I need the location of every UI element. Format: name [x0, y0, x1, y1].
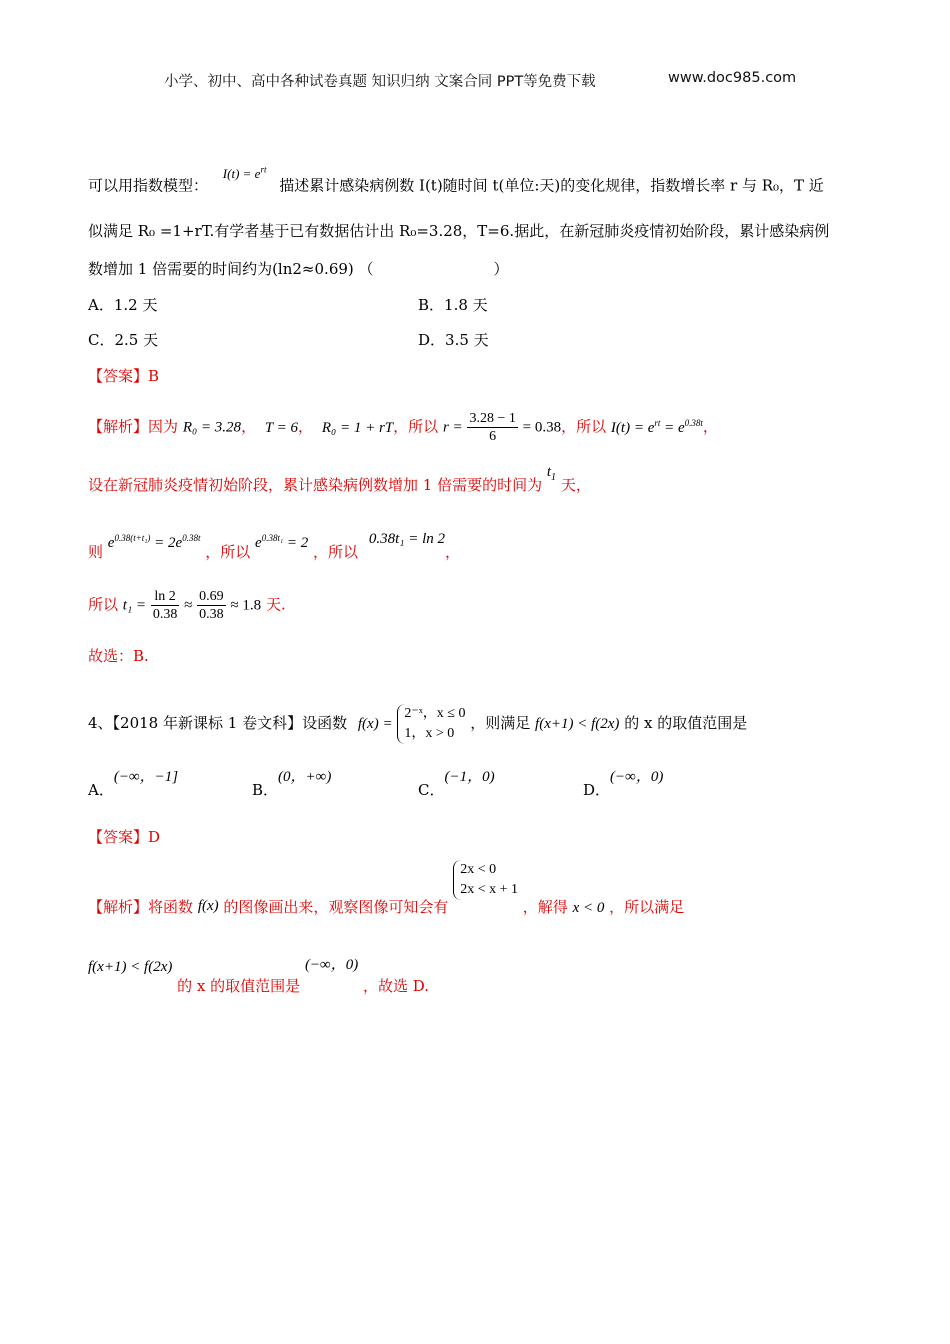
header-text: 小学、初中、高中各种试卷真题 知识归纳 文案合同 PPT等免费下载	[164, 74, 596, 90]
q3-analysis-line4: 所以 t₁ = $\frac{\ln 2}{0.38}$ ≈ $\frac{0.69}{0.38}$ ≈ 1.8 天.	[88, 589, 286, 622]
q3-answer: 【答案】B	[88, 367, 160, 385]
q4-analysis-line1: 【解析】将函数 f(x) 的图像画出来，观察图像可知会有 2x < 0 2x < x + 1 ，解得 x < 0 ，所以满足	[88, 862, 685, 916]
q3-conclusion: 故选：B.	[88, 647, 149, 665]
q4-option-d: D．(−∞，0)	[583, 769, 664, 799]
q3-line2: 似满足 R₀ =1+rT.有学者基于已有数据估计出 R₀=3.28，T=6.据此，在新冠肺炎疫情初始阶段，累计感染病例	[88, 222, 830, 240]
q3-analysis-line2: 设在新冠肺炎疫情初始阶段，累计感染病例数增加 1 倍需要的时间为 $t_1$ 天，	[88, 464, 591, 494]
q3-option-d: D．3.5 天	[418, 331, 489, 349]
q4-analysis-line2: f(x+1) < f(2x) 的 x 的取值范围是 (−∞，0) ，故选 D.	[88, 957, 430, 995]
piecewise-function: 2⁻ˣ，x ≤ 0 1，x > 0	[397, 704, 465, 744]
q3-analysis-line1: 【解析】因为 R₀ = 3.28， T = 6， R₀ = 1 + rT，所以 r = $\frac{3.28 - 1}{6}$ = 0.38，所以 $I(t) = e^{rt} = e^{0.38t}$，	[88, 411, 718, 444]
q4-stem: 4、【2018 年新课标 1 卷文科】设函数 f(x) = 2⁻ˣ，x ≤ 0 1，x > 0 ，则满足 f(x+1) < f(2x) 的 x 的取值范围是	[88, 704, 747, 744]
header-url[interactable]: www.doc985.com	[668, 70, 797, 86]
q3-line3: 数增加 1 倍需要的时间约为(ln2≈0.69) （ ）	[88, 260, 509, 278]
q4-option-c: C．(−1，0)	[418, 769, 495, 799]
q3-option-a: A．1.2 天	[88, 296, 158, 314]
q4-option-b: B．(0，+∞)	[252, 769, 332, 799]
system-of-inequalities: 2x < 0 2x < x + 1	[453, 860, 518, 900]
q4-answer: 【答案】D	[88, 828, 161, 846]
q3-option-b: B．1.8 天	[418, 296, 488, 314]
q3-line1: 可以用指数模型： $I(t) = e^{rt}$ 描述累计感染病例数 I(t)随时间 t(单位:天)的变化规律，指数增长率 r 与 R₀，T 近	[88, 165, 824, 195]
model-formula: $I(t) = e^{rt}$	[222, 165, 267, 182]
q3-analysis-line3: 则 $e^{0.38(t+t_1)} = 2e^{0.38t}$ ，所以 $e^{0.38t_1} = 2$ ，所以 0.38t₁ = ln 2，	[88, 531, 460, 561]
q3-option-c: C．2.5 天	[88, 331, 159, 349]
q4-option-a: A．(−∞，−1]	[88, 769, 179, 799]
